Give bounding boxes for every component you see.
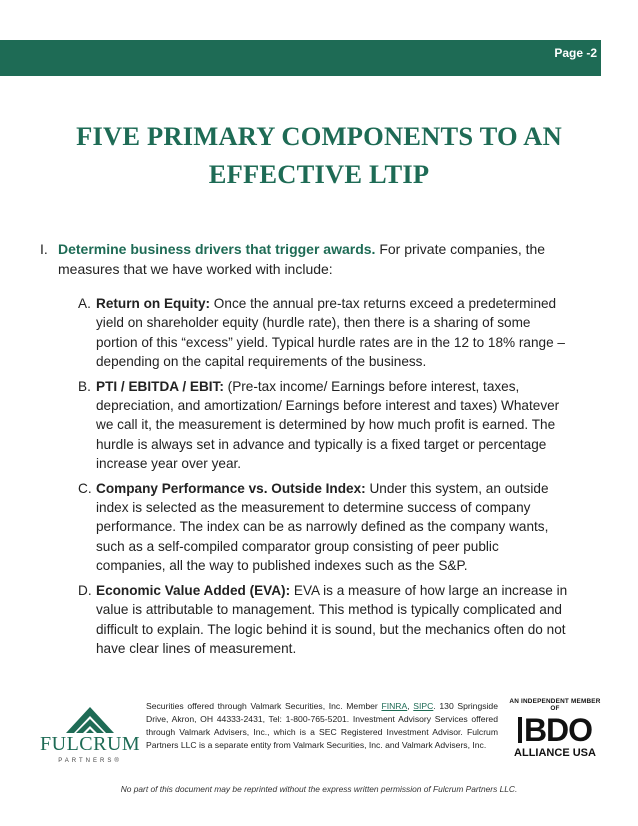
- footer-text-part: . 130 Springside Drive, Akron, OH 44333-2431, Tel: 1-800-765-5201. Investment Advisory Services offered through Valmark Advisers, Inc., which is a SEC Registered Investment Advisor. Fulcrum Partners LLC is a separate entity from Valmark Securities, Inc. and Valmark Advisers, Inc.: [146, 701, 498, 750]
- list-item: [78, 294, 568, 372]
- bdo-bar-icon: [518, 717, 522, 743]
- item-letter: B.: [78, 378, 91, 394]
- section-number: I.: [40, 241, 48, 257]
- copyright-disclaimer: No part of this document may be reprinted without the express written permission of Fulcrum Partners LLC.: [120, 784, 518, 794]
- item-letter: D.: [78, 582, 92, 598]
- footer-comma: ,: [407, 701, 414, 711]
- section-text: For private companies, the measures that we have worked with include:: [58, 241, 546, 277]
- item-letter: C.: [78, 480, 92, 496]
- list-item: [78, 479, 568, 576]
- sipc-link[interactable]: SIPC: [413, 701, 434, 711]
- title-line-2: EFFECTIVE LTIP: [208, 159, 430, 189]
- item-text: (Pre-tax income/ Earnings before interest, taxes, depreciation, and amortization/ Earnings before interest and taxes) Whatever we call it, the measurement is determined by how much profit is earned. The hurdle is always set in advance and typically is a fixed target or percentage increase year over year.: [96, 378, 560, 472]
- section-1: [40, 239, 610, 279]
- fulcrum-mountain-icon: [40, 703, 140, 735]
- item-text: Under this system, an outside index is selected as the measurement to determine success of company performance. The index can be as narrowly defined as the company wants, such as a self-compiled comparator group consisting of peer public companies, all the way to published indexes such as the S&P.: [96, 480, 549, 574]
- item-heading: PTI / EBITDA / EBIT:: [96, 378, 224, 394]
- footer-legal: [146, 700, 498, 752]
- bdo-alliance-logo: [508, 698, 602, 762]
- section-heading: Determine business drivers that trigger awards.: [58, 241, 376, 257]
- component-list: [78, 294, 568, 663]
- item-heading: Company Performance vs. Outside Index:: [96, 480, 366, 496]
- logo-wordmark: FULCRUM: [40, 733, 141, 755]
- item-text: EVA is a measure of how large an increase in value is attributable to management. This method is typically complicated and difficult to explain. The logic behind it is sound, but the mechanics often do not have clear lines of measurement.: [96, 582, 568, 656]
- page-title: [70, 117, 568, 193]
- finra-link[interactable]: FINRA: [381, 701, 408, 711]
- section-intro: [58, 239, 610, 279]
- bdo-letters: BDO: [523, 712, 593, 748]
- item-text: Once the annual pre-tax returns exceed a predetermined yield on shareholder equity (hurdle rate), then there is a sharing of some portion of this “excess” yield. Typical hurdle rates are in the 12 to 18% range – depending on the capital requirements of the business.: [96, 296, 565, 370]
- list-item: [78, 377, 568, 474]
- header-bar: [0, 40, 601, 76]
- item-heading: Return on Equity:: [96, 296, 211, 311]
- bdo-bottom-text: ALLIANCE USA: [514, 747, 596, 759]
- footer-text-part: Securities offered through Valmark Securities, Inc. Member: [146, 701, 382, 711]
- bdo-wordmark: [508, 714, 602, 746]
- fulcrum-logo: [40, 703, 140, 773]
- title-line-1: FIVE PRIMARY COMPONENTS TO AN: [76, 121, 562, 151]
- item-heading: Economic Value Added (EVA):: [96, 582, 291, 598]
- list-item: [78, 581, 568, 659]
- item-letter: A.: [78, 296, 91, 311]
- bdo-top-text: AN INDEPENDENT MEMBER OF: [509, 698, 601, 712]
- page-number: Page -2: [554, 46, 597, 60]
- logo-subtitle: PARTNERS®: [58, 758, 122, 764]
